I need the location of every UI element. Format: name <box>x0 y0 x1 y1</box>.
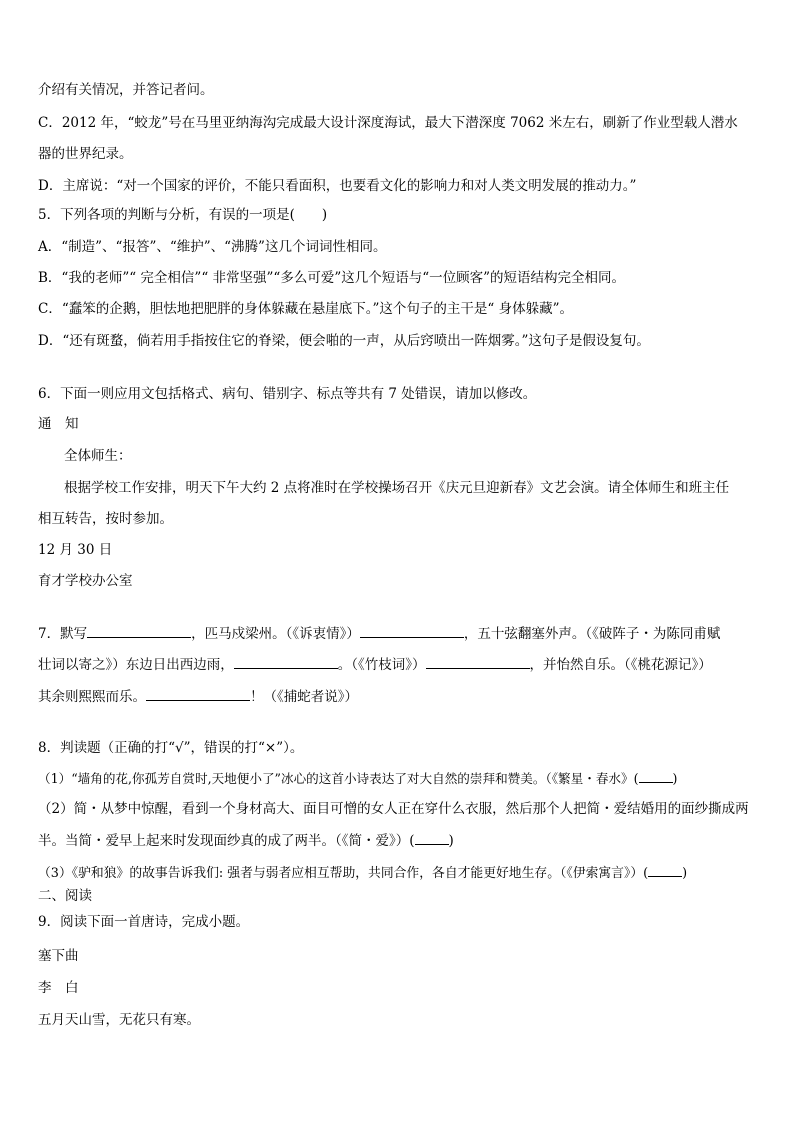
question-5-option-a: A．“制造”、“报答”、“维护”、“沸腾”这几个词词性相同。 <box>38 239 387 255</box>
fill-blank[interactable] <box>426 654 530 669</box>
question-7-text: 。（《竹枝词》） <box>337 657 426 673</box>
fill-blank[interactable] <box>146 686 250 701</box>
fill-blank[interactable] <box>87 623 191 638</box>
poem-author: 李 白 <box>38 980 79 996</box>
answer-blank[interactable] <box>415 830 449 845</box>
poem-line: 五月天山雪，无花只有寒。 <box>38 1012 200 1028</box>
question-6: 6．下面一则应用文包括格式、病句、错别字、标点等共有 7 处错误，请加以修改。 <box>38 386 537 402</box>
question-8: 8．判读题（正确的打“√”，错误的打“×”）。 <box>38 740 304 756</box>
question-7-text: ！（《捕蛇者说》） <box>250 689 358 705</box>
question-5: 5．下列各项的判断与分析，有误的一项是( ) <box>38 207 328 223</box>
question-7-line-3 <box>38 686 358 707</box>
question-8-item-2-continuation: 半。当简・爱早上起来时发现面纱真的成了两半。（《简・爱》）( ) <box>38 830 454 851</box>
option-c-line: C．2012 年，“蛟龙”号在马里亚纳海沟完成最大设计深度海试，最大下潜深度 7062 米左右，刷新了作业型载人潜水 <box>38 115 738 131</box>
answer-blank[interactable] <box>648 862 682 877</box>
question-7-text: 其余则熙熙而乐。 <box>38 689 146 705</box>
question-7-text: ，并怡然自乐。（《桃花源记》） <box>529 657 712 673</box>
notice-title: 通 知 <box>38 416 79 432</box>
question-7-text: 壮词以寄之》）东边日出西边雨， <box>38 657 234 673</box>
question-7-text: ，五十弦翻塞外声。（《破阵子・为陈同甫赋 <box>463 626 721 642</box>
option-c-continuation: 器的世界纪录。 <box>38 146 133 162</box>
question-8-item-2: （2）简・从梦中惊醒，看到一个身材高大、面目可憎的女人正在穿什么衣服，然后那个人把简・爱结婚用的面纱撕成两 <box>38 801 749 817</box>
notice-signature: 育才学校办公室 <box>38 573 133 589</box>
notice-body-line-1: 根据学校工作安排，明天下午大约 2 点将准时在学校操场召开《庆元旦迎新春》文艺会演。请全体师生和班主任 <box>64 480 730 496</box>
notice-date: 12 月 30 日 <box>38 542 113 558</box>
poem-title: 塞下曲 <box>38 948 79 964</box>
question-5-option-b: B．“我的老师”“ 完全相信”“ 非常坚强”“多么可爱”这几个短语与“一位顾客”的短语结构完全相同。 <box>38 270 626 286</box>
question-7-line-2 <box>38 654 712 675</box>
question-5-option-d: D．“还有斑蝥，倘若用手指按住它的脊梁，便会啪的一声，从后窍喷出一阵烟雾。”这句子是假设复句。 <box>38 333 650 349</box>
option-d-line: D．主席说：“对一个国家的评价，不能只看面积，也要看文化的影响力和对人类文明发展的推动力。” <box>38 178 637 194</box>
paragraph-line: 介绍有关情况，并答记者问。 <box>38 82 214 98</box>
notice-body-line-2: 相互转告，按时参加。 <box>38 511 173 527</box>
question-7-text: 7．默写 <box>38 626 88 642</box>
question-9: 9．阅读下面一首唐诗，完成小题。 <box>38 914 250 930</box>
question-5-option-c: C．“蠢笨的企鹅，胆怯地把肥胖的身体躲藏在悬崖底下。”这个句子的主干是“ 身体躲藏”。 <box>38 301 573 317</box>
fill-blank[interactable] <box>234 654 338 669</box>
fill-blank[interactable] <box>360 623 464 638</box>
answer-blank[interactable] <box>639 768 673 783</box>
notice-addressee: 全体师生： <box>64 448 132 464</box>
question-7-text: ，匹马戍梁州。（《诉衷情》） <box>191 626 360 642</box>
question-8-item-1: （1）“墙角的花,你孤芳自赏时,天地便小了”冰心的这首小诗表达了对大自然的崇拜和赞美。（《繁星・春水》( ) <box>38 768 677 789</box>
section-heading-reading: 二、阅读 <box>38 888 92 904</box>
question-8-item-3: （3）《驴和狼》的故事告诉我们: 强者与弱者应相互帮助，共同合作，各自才能更好地生存。（《伊索寓言》）( ) <box>38 862 687 884</box>
question-7-line-1 <box>38 623 720 644</box>
